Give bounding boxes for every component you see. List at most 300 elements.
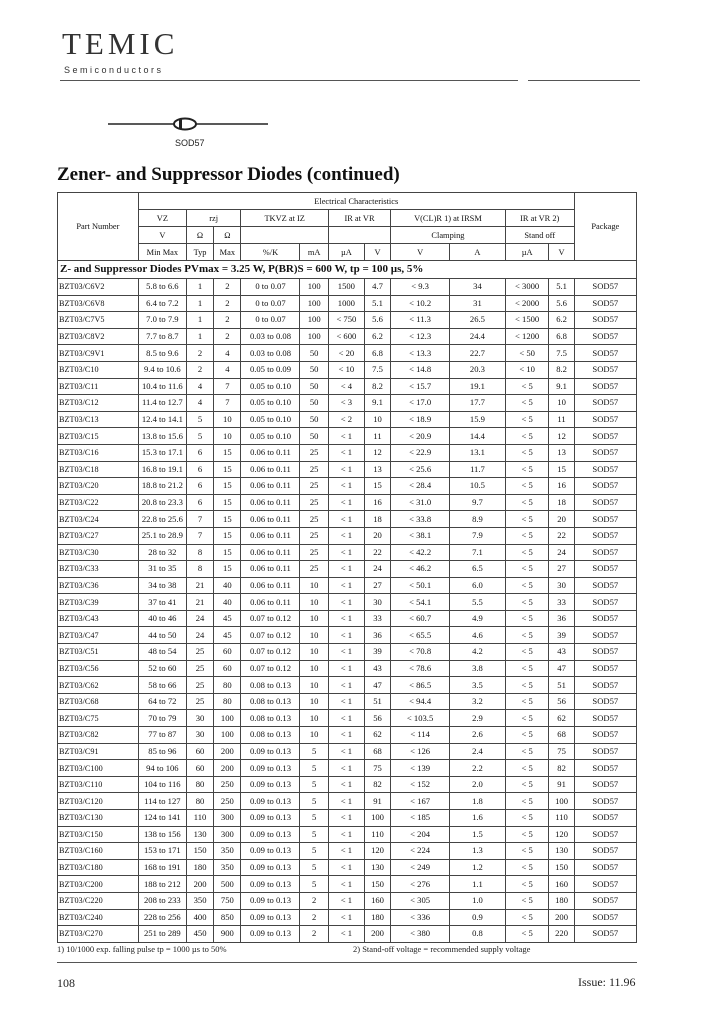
cell-standoff-vr: 16	[549, 478, 574, 495]
cell-vz-range: 44 to 50	[138, 627, 186, 644]
cell-rzj-typ: 25	[186, 677, 213, 694]
cell-package: SOD57	[574, 295, 636, 312]
cell-rzj-max: 15	[214, 561, 241, 578]
cell-iz: 25	[300, 494, 328, 511]
cell-part-number: BZT03/C39	[58, 594, 139, 611]
sub-v: V	[364, 244, 390, 261]
cell-part-number: BZT03/C27	[58, 527, 139, 544]
cell-irsm: 3.8	[450, 660, 506, 677]
cell-iz: 10	[300, 710, 328, 727]
cell-iz: 5	[300, 876, 328, 893]
cell-rzj-typ: 200	[186, 876, 213, 893]
table-row	[58, 693, 637, 710]
cell-part-number: BZT03/C51	[58, 644, 139, 661]
package-label: SOD57	[175, 138, 205, 148]
cell-rzj-max: 4	[214, 361, 241, 378]
cell-irsm: 24.4	[450, 328, 506, 345]
table-row	[58, 892, 637, 909]
cell-rzj-max: 45	[214, 627, 241, 644]
table-row	[58, 511, 637, 528]
cell-package: SOD57	[574, 312, 636, 329]
cell-vr: 30	[364, 594, 390, 611]
table-row	[58, 312, 637, 329]
cell-standoff-vr: 160	[549, 876, 574, 893]
cell-part-number: BZT03/C100	[58, 760, 139, 777]
cell-irsm: 2.9	[450, 710, 506, 727]
footer-rule	[57, 962, 637, 963]
table-row	[58, 826, 637, 843]
cell-tkvz: 0.05 to 0.10	[241, 378, 300, 395]
cell-rzj-max: 15	[214, 444, 241, 461]
table-row	[58, 610, 637, 627]
table-row	[58, 527, 637, 544]
cell-vr: 13	[364, 461, 390, 478]
header-ir-vr: IR at VR 2)	[505, 210, 574, 227]
cell-ir: < 1	[328, 693, 364, 710]
cell-iz: 2	[300, 909, 328, 926]
cell-standoff-ir: < 5	[505, 727, 549, 744]
cell-vr: 10	[364, 411, 390, 428]
cell-package: SOD57	[574, 693, 636, 710]
cell-vr: 5.1	[364, 295, 390, 312]
cell-vz-range: 70 to 79	[138, 710, 186, 727]
cell-iz: 10	[300, 627, 328, 644]
cell-rzj-max: 80	[214, 693, 241, 710]
cell-rzj-max: 200	[214, 760, 241, 777]
cell-package: SOD57	[574, 627, 636, 644]
header-rzj: rzj	[186, 210, 241, 227]
cell-irsm: 14.4	[450, 428, 506, 445]
cell-rzj-max: 900	[214, 926, 241, 943]
diode-cathode-band	[179, 119, 182, 129]
cell-ir: < 1	[328, 494, 364, 511]
cell-tkvz: 0.05 to 0.09	[241, 361, 300, 378]
cell-rzj-typ: 24	[186, 627, 213, 644]
cell-tkvz: 0.08 to 0.13	[241, 677, 300, 694]
cell-vclr: < 14.8	[391, 361, 450, 378]
cell-iz: 10	[300, 577, 328, 594]
cell-ir: < 750	[328, 312, 364, 329]
cell-vz-range: 16.8 to 19.1	[138, 461, 186, 478]
cell-tkvz: 0.09 to 0.13	[241, 776, 300, 793]
cell-tkvz: 0.09 to 0.13	[241, 926, 300, 943]
sub-clamp-v: V	[391, 244, 450, 261]
cell-vclr: < 249	[391, 859, 450, 876]
cell-ir: < 2	[328, 411, 364, 428]
cell-part-number: BZT03/C6V2	[58, 279, 139, 296]
cell-irsm: 5.5	[450, 594, 506, 611]
table-row	[58, 478, 637, 495]
sub-max: Max	[214, 244, 241, 261]
cell-package: SOD57	[574, 793, 636, 810]
header-rule	[60, 80, 640, 81]
table-row	[58, 843, 637, 860]
cell-ir: < 1	[328, 892, 364, 909]
header-vz: VZ	[138, 210, 186, 227]
cell-vz-range: 153 to 171	[138, 843, 186, 860]
cell-part-number: BZT03/C82	[58, 727, 139, 744]
cell-vclr: < 9.3	[391, 279, 450, 296]
cell-standoff-vr: 15	[549, 461, 574, 478]
table-row	[58, 743, 637, 760]
cell-tkvz: 0.06 to 0.11	[241, 444, 300, 461]
table-row	[58, 776, 637, 793]
cell-rzj-max: 40	[214, 577, 241, 594]
cell-iz: 5	[300, 793, 328, 810]
cell-package: SOD57	[574, 610, 636, 627]
cell-rzj-max: 250	[214, 793, 241, 810]
sub-pctk: %/K	[241, 244, 300, 261]
sub-minmax: Min Max	[138, 244, 186, 261]
cell-rzj-typ: 1	[186, 279, 213, 296]
cell-vclr: < 22.9	[391, 444, 450, 461]
cell-standoff-vr: 68	[549, 727, 574, 744]
cell-vclr: < 167	[391, 793, 450, 810]
cell-standoff-ir: < 5	[505, 693, 549, 710]
cell-vclr: < 50.1	[391, 577, 450, 594]
cell-package: SOD57	[574, 478, 636, 495]
cell-rzj-max: 45	[214, 610, 241, 627]
cell-part-number: BZT03/C220	[58, 892, 139, 909]
cell-rzj-typ: 8	[186, 544, 213, 561]
cell-vr: 4.7	[364, 279, 390, 296]
cell-part-number: BZT03/C7V5	[58, 312, 139, 329]
table-row	[58, 395, 637, 412]
cell-standoff-ir: < 5	[505, 760, 549, 777]
cell-rzj-typ: 1	[186, 295, 213, 312]
cell-standoff-ir: < 5	[505, 511, 549, 528]
cell-standoff-vr: 110	[549, 810, 574, 827]
cell-irsm: 10.5	[450, 478, 506, 495]
cell-ir: < 1	[328, 677, 364, 694]
footnote-1: 1) 10/1000 exp. falling pulse tp = 1000 µs to 50%	[57, 944, 227, 954]
cell-vz-range: 7.0 to 7.9	[138, 312, 186, 329]
cell-iz: 5	[300, 843, 328, 860]
cell-vz-range: 11.4 to 12.7	[138, 395, 186, 412]
cell-irsm: 19.1	[450, 378, 506, 395]
cell-vz-range: 251 to 289	[138, 926, 186, 943]
cell-rzj-typ: 4	[186, 395, 213, 412]
cell-vr: 8.2	[364, 378, 390, 395]
cell-rzj-max: 200	[214, 743, 241, 760]
cell-part-number: BZT03/C120	[58, 793, 139, 810]
cell-tkvz: 0.09 to 0.13	[241, 793, 300, 810]
cell-standoff-ir: < 1500	[505, 312, 549, 329]
cell-vclr: < 13.3	[391, 345, 450, 362]
cell-standoff-ir: < 5	[505, 793, 549, 810]
sub-clamp-a: A	[450, 244, 506, 261]
cell-iz: 50	[300, 378, 328, 395]
cell-iz: 50	[300, 411, 328, 428]
cell-vclr: < 15.7	[391, 378, 450, 395]
cell-tkvz: 0.06 to 0.11	[241, 577, 300, 594]
cell-rzj-typ: 60	[186, 743, 213, 760]
cell-package: SOD57	[574, 743, 636, 760]
cell-rzj-typ: 180	[186, 859, 213, 876]
cell-rzj-max: 15	[214, 461, 241, 478]
cell-part-number: BZT03/C200	[58, 876, 139, 893]
cell-part-number: BZT03/C24	[58, 511, 139, 528]
cell-rzj-typ: 150	[186, 843, 213, 860]
cell-vr: 12	[364, 444, 390, 461]
cell-vz-range: 138 to 156	[138, 826, 186, 843]
cell-package: SOD57	[574, 395, 636, 412]
cell-irsm: 4.6	[450, 627, 506, 644]
table-row	[58, 594, 637, 611]
cell-iz: 25	[300, 444, 328, 461]
table-row	[58, 378, 637, 395]
cell-part-number: BZT03/C36	[58, 577, 139, 594]
cell-vr: 100	[364, 810, 390, 827]
cell-ir: < 1	[328, 826, 364, 843]
cell-tkvz: 0.08 to 0.13	[241, 710, 300, 727]
cell-vclr: < 276	[391, 876, 450, 893]
cell-iz: 10	[300, 727, 328, 744]
cell-part-number: BZT03/C10	[58, 361, 139, 378]
table-row	[58, 926, 637, 943]
cell-tkvz: 0.09 to 0.13	[241, 843, 300, 860]
cell-iz: 5	[300, 760, 328, 777]
cell-irsm: 2.6	[450, 727, 506, 744]
cell-rzj-typ: 25	[186, 660, 213, 677]
cell-rzj-max: 80	[214, 677, 241, 694]
cell-iz: 100	[300, 312, 328, 329]
cell-vz-range: 10.4 to 11.6	[138, 378, 186, 395]
cell-vz-range: 28 to 32	[138, 544, 186, 561]
cell-standoff-vr: 150	[549, 859, 574, 876]
group-heading: Z- and Suppressor Diodes PVmax = 3.25 W, P(BR)S = 600 W, tp = 100 µs, 5%	[58, 261, 637, 279]
cell-part-number: BZT03/C56	[58, 660, 139, 677]
cell-rzj-typ: 6	[186, 478, 213, 495]
cell-standoff-ir: < 2000	[505, 295, 549, 312]
cell-standoff-ir: < 5	[505, 826, 549, 843]
cell-vz-range: 114 to 127	[138, 793, 186, 810]
cell-vclr: < 224	[391, 843, 450, 860]
cell-package: SOD57	[574, 926, 636, 943]
cell-rzj-max: 850	[214, 909, 241, 926]
sub-ma: mA	[300, 244, 328, 261]
cell-standoff-ir: < 5	[505, 610, 549, 627]
cell-rzj-typ: 6	[186, 444, 213, 461]
cell-part-number: BZT03/C20	[58, 478, 139, 495]
cell-rzj-max: 15	[214, 544, 241, 561]
cell-standoff-ir: < 5	[505, 395, 549, 412]
cell-vclr: < 139	[391, 760, 450, 777]
cell-vclr: < 103.5	[391, 710, 450, 727]
cell-package: SOD57	[574, 710, 636, 727]
cell-rzj-typ: 2	[186, 361, 213, 378]
cell-vr: 51	[364, 693, 390, 710]
cell-vclr: < 11.3	[391, 312, 450, 329]
cell-standoff-ir: < 1200	[505, 328, 549, 345]
cell-tkvz: 0.09 to 0.13	[241, 892, 300, 909]
unit-ir-blank	[328, 227, 390, 244]
cell-vz-range: 104 to 116	[138, 776, 186, 793]
cell-package: SOD57	[574, 826, 636, 843]
table-row	[58, 909, 637, 926]
cell-irsm: 20.3	[450, 361, 506, 378]
cell-irsm: 31	[450, 295, 506, 312]
cell-part-number: BZT03/C180	[58, 859, 139, 876]
cell-irsm: 1.3	[450, 843, 506, 860]
cell-rzj-max: 4	[214, 345, 241, 362]
cell-vz-range: 168 to 191	[138, 859, 186, 876]
cell-ir: < 1	[328, 577, 364, 594]
section-title: Zener- and Suppressor Diodes (continued)	[57, 164, 400, 185]
cell-rzj-max: 300	[214, 826, 241, 843]
cell-vr: 6.2	[364, 328, 390, 345]
cell-rzj-typ: 7	[186, 527, 213, 544]
cell-ir: < 1	[328, 644, 364, 661]
cell-standoff-vr: 5.1	[549, 279, 574, 296]
cell-standoff-vr: 130	[549, 843, 574, 860]
cell-standoff-vr: 10	[549, 395, 574, 412]
cell-vclr: < 17.0	[391, 395, 450, 412]
cell-vr: 24	[364, 561, 390, 578]
cell-vr: 39	[364, 644, 390, 661]
cell-standoff-ir: < 5	[505, 743, 549, 760]
cell-tkvz: 0 to 0.07	[241, 279, 300, 296]
cell-vz-range: 64 to 72	[138, 693, 186, 710]
cell-tkvz: 0.07 to 0.12	[241, 644, 300, 661]
cell-part-number: BZT03/C68	[58, 693, 139, 710]
cell-vr: 22	[364, 544, 390, 561]
cell-rzj-max: 250	[214, 776, 241, 793]
table-row	[58, 461, 637, 478]
cell-part-number: BZT03/C15	[58, 428, 139, 445]
cell-rzj-typ: 2	[186, 345, 213, 362]
cell-rzj-typ: 8	[186, 561, 213, 578]
cell-vclr: < 126	[391, 743, 450, 760]
cell-package: SOD57	[574, 660, 636, 677]
company-logo: TEMIC	[62, 26, 179, 61]
cell-vz-range: 124 to 141	[138, 810, 186, 827]
cell-ir: < 1	[328, 710, 364, 727]
cell-vclr: < 336	[391, 909, 450, 926]
cell-tkvz: 0.05 to 0.10	[241, 395, 300, 412]
cell-standoff-vr: 6.2	[549, 312, 574, 329]
cell-irsm: 0.9	[450, 909, 506, 926]
cell-irsm: 2.4	[450, 743, 506, 760]
table-row	[58, 793, 637, 810]
cell-ir: < 1	[328, 793, 364, 810]
cell-ir: < 1	[328, 909, 364, 926]
cell-vr: 56	[364, 710, 390, 727]
cell-tkvz: 0.07 to 0.12	[241, 660, 300, 677]
cell-part-number: BZT03/C110	[58, 776, 139, 793]
cell-vr: 9.1	[364, 395, 390, 412]
cell-standoff-vr: 27	[549, 561, 574, 578]
cell-vr: 20	[364, 527, 390, 544]
cell-iz: 10	[300, 693, 328, 710]
diode-package-drawing	[108, 112, 268, 138]
cell-vz-range: 9.4 to 10.6	[138, 361, 186, 378]
cell-vclr: < 114	[391, 727, 450, 744]
cell-rzj-typ: 4	[186, 378, 213, 395]
cell-irsm: 11.7	[450, 461, 506, 478]
cell-vr: 160	[364, 892, 390, 909]
cell-irsm: 13.1	[450, 444, 506, 461]
cell-part-number: BZT03/C91	[58, 743, 139, 760]
cell-irsm: 8.9	[450, 511, 506, 528]
table-row	[58, 660, 637, 677]
cell-tkvz: 0.03 to 0.08	[241, 345, 300, 362]
cell-package: SOD57	[574, 760, 636, 777]
cell-vr: 91	[364, 793, 390, 810]
cell-ir: < 1	[328, 428, 364, 445]
cell-standoff-ir: < 5	[505, 810, 549, 827]
cell-tkvz: 0 to 0.07	[241, 295, 300, 312]
cell-vclr: < 28.4	[391, 478, 450, 495]
unit-v: V	[138, 227, 186, 244]
cell-part-number: BZT03/C270	[58, 926, 139, 943]
cell-package: SOD57	[574, 411, 636, 428]
cell-tkvz: 0.08 to 0.13	[241, 693, 300, 710]
cell-package: SOD57	[574, 328, 636, 345]
cell-rzj-max: 500	[214, 876, 241, 893]
cell-part-number: BZT03/C6V8	[58, 295, 139, 312]
cell-vclr: < 10.2	[391, 295, 450, 312]
cell-standoff-vr: 6.8	[549, 328, 574, 345]
cell-standoff-vr: 56	[549, 693, 574, 710]
cell-ir: < 1	[328, 594, 364, 611]
table-row	[58, 710, 637, 727]
cell-rzj-max: 15	[214, 478, 241, 495]
cell-vr: 6.8	[364, 345, 390, 362]
cell-vclr: < 42.2	[391, 544, 450, 561]
cell-vclr: < 12.3	[391, 328, 450, 345]
cell-ir: < 1	[328, 610, 364, 627]
cell-rzj-max: 2	[214, 312, 241, 329]
cell-iz: 25	[300, 511, 328, 528]
cell-tkvz: 0.03 to 0.08	[241, 328, 300, 345]
header-rule-gap	[518, 79, 528, 82]
cell-rzj-typ: 25	[186, 693, 213, 710]
header-vclr: V(CL)R 1) at IRSM	[391, 210, 506, 227]
cell-iz: 25	[300, 461, 328, 478]
cell-vclr: < 78.6	[391, 660, 450, 677]
cell-standoff-vr: 18	[549, 494, 574, 511]
cell-standoff-vr: 43	[549, 644, 574, 661]
cell-rzj-max: 2	[214, 279, 241, 296]
cell-vclr: < 185	[391, 810, 450, 827]
cell-vr: 36	[364, 627, 390, 644]
cell-iz: 5	[300, 859, 328, 876]
cell-standoff-vr: 200	[549, 909, 574, 926]
cell-rzj-max: 60	[214, 660, 241, 677]
cell-vr: 120	[364, 843, 390, 860]
cell-iz: 10	[300, 594, 328, 611]
cell-part-number: BZT03/C150	[58, 826, 139, 843]
table-row	[58, 279, 637, 296]
cell-standoff-ir: < 5	[505, 577, 549, 594]
cell-irsm: 7.1	[450, 544, 506, 561]
cell-package: SOD57	[574, 428, 636, 445]
cell-vz-range: 18.8 to 21.2	[138, 478, 186, 495]
cell-rzj-typ: 60	[186, 760, 213, 777]
cell-vclr: < 60.7	[391, 610, 450, 627]
cell-rzj-max: 60	[214, 644, 241, 661]
cell-rzj-max: 15	[214, 527, 241, 544]
table-row	[58, 561, 637, 578]
cell-package: SOD57	[574, 527, 636, 544]
cell-tkvz: 0.09 to 0.13	[241, 876, 300, 893]
cell-rzj-max: 300	[214, 810, 241, 827]
cell-package: SOD57	[574, 279, 636, 296]
cell-tkvz: 0.06 to 0.11	[241, 561, 300, 578]
cell-ir: < 1	[328, 527, 364, 544]
table-row	[58, 295, 637, 312]
